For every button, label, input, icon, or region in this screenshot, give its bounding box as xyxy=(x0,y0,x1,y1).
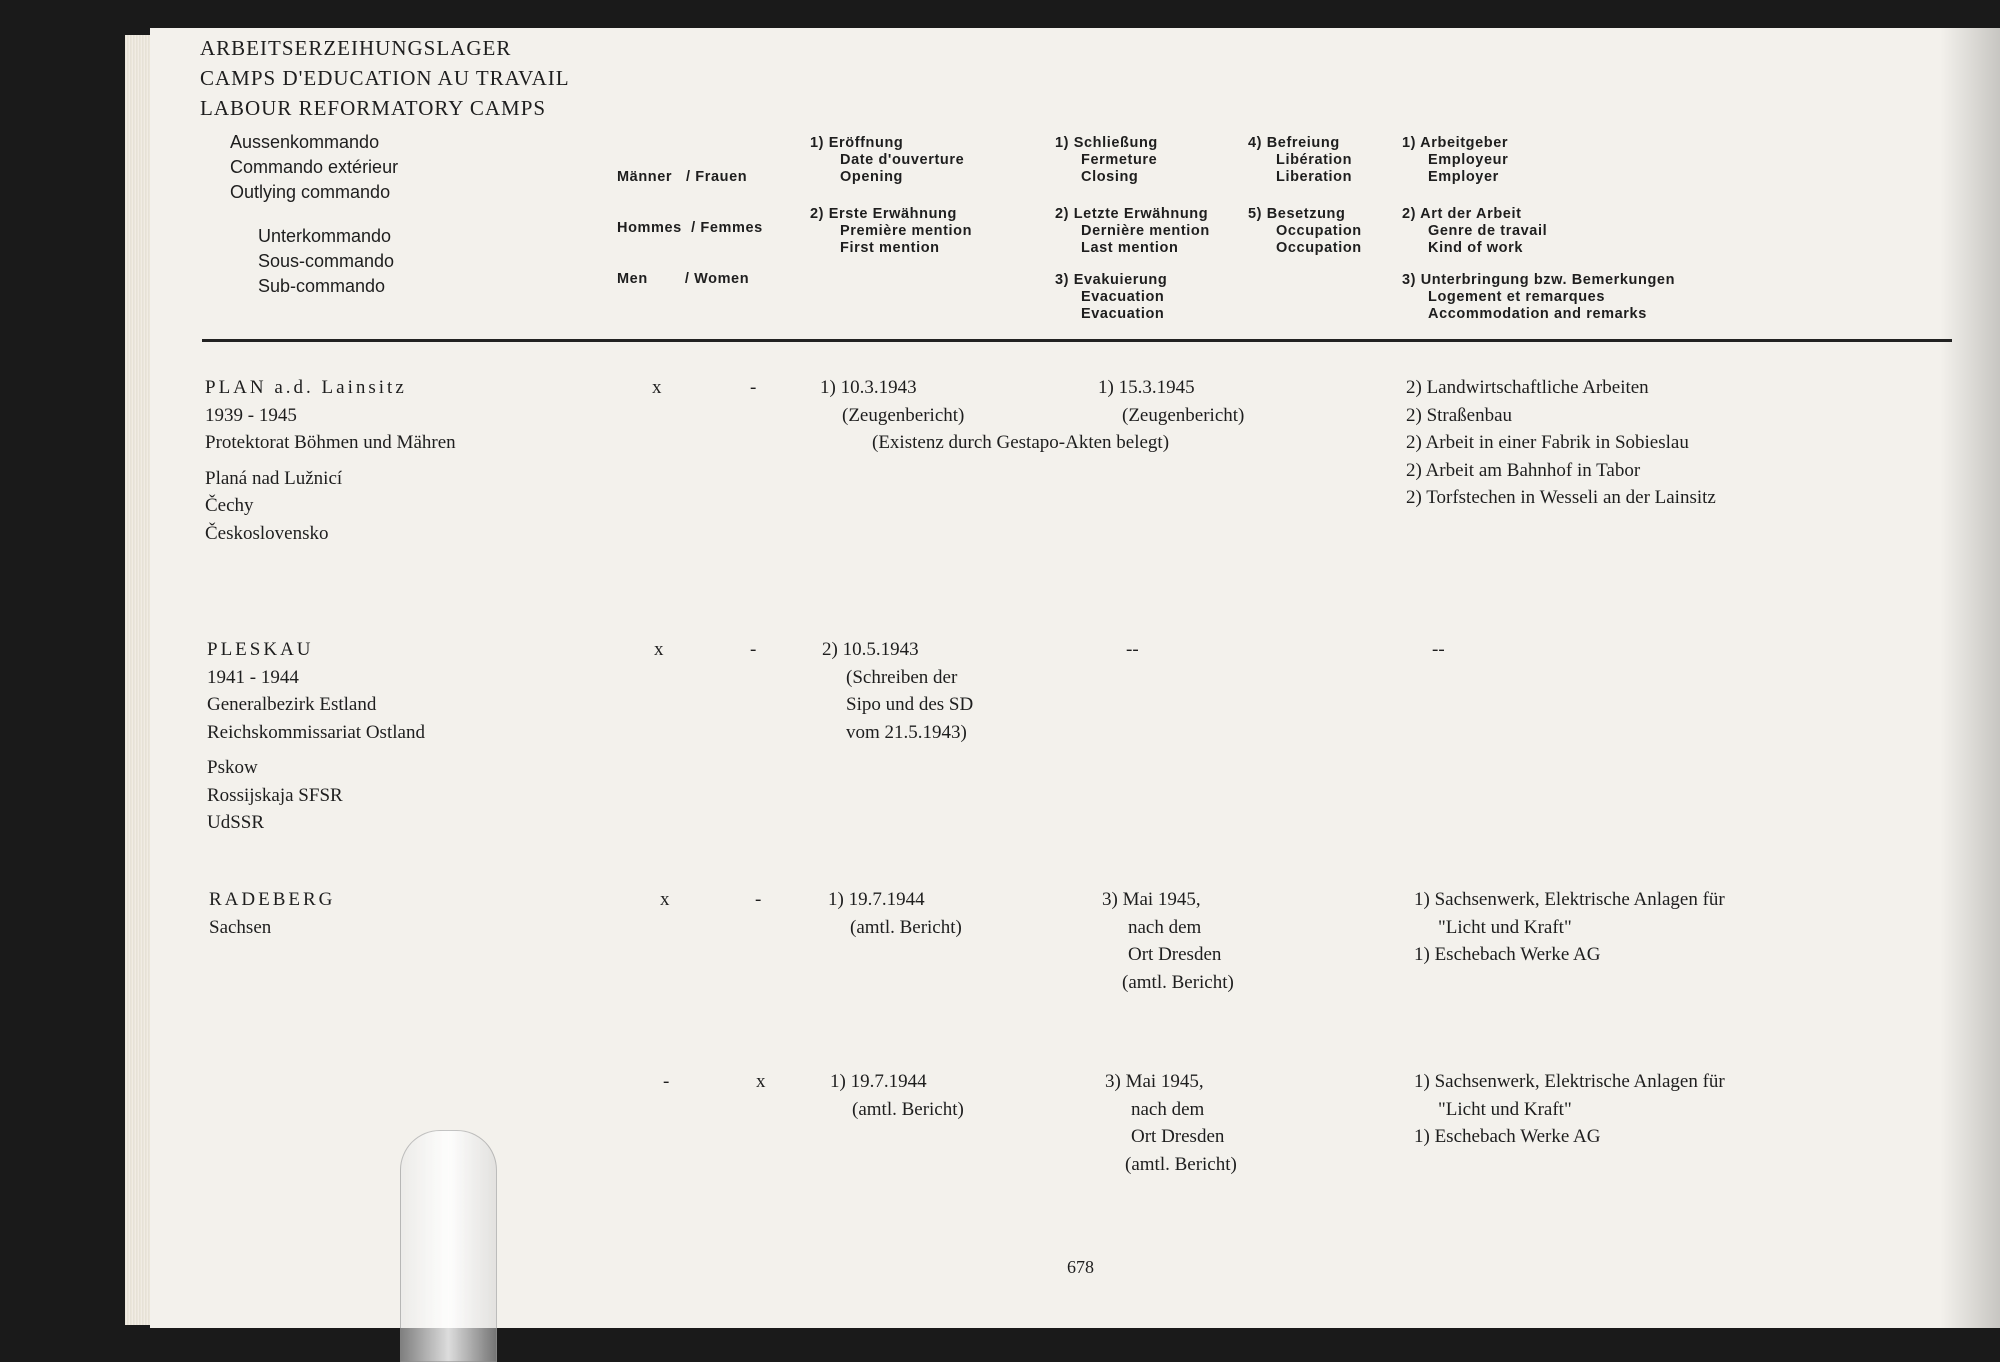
title-de: ARBEITSERZEIHUNGSLAGER xyxy=(200,36,512,60)
entry-pleskau-opening-line: (Schreiben der xyxy=(846,666,958,688)
employer-header xyxy=(1402,135,1508,186)
entry-radeberg-region: Sachsen xyxy=(209,916,272,938)
first-mention-header xyxy=(810,206,972,257)
remarks-fr: Logement et remarques xyxy=(1428,289,1605,305)
evacuation-de: 3) Evakuierung xyxy=(1055,272,1168,288)
evacuation-header xyxy=(1055,272,1167,323)
entry-radeberg-women-opening-source: (amtl. Bericht) xyxy=(852,1098,964,1120)
gender-de: Männer / Frauen xyxy=(617,169,748,185)
liberation-en: Liberation xyxy=(1276,169,1353,185)
employer-fr: Employeur xyxy=(1428,152,1509,168)
header-divider xyxy=(202,339,1952,342)
first-mention-de: 2) Erste Erwähnung xyxy=(810,206,957,222)
gender-en: Men / Women xyxy=(617,271,750,287)
outlying-en: Outlying commando xyxy=(230,182,391,202)
entry-radeberg-women-men: - xyxy=(663,1071,670,1092)
entry-radeberg-closing-line: (amtl. Bericht) xyxy=(1122,971,1234,993)
occupation-header xyxy=(1248,206,1362,257)
entry-radeberg-women-work-item: "Licht und Kraft" xyxy=(1438,1098,1572,1120)
entry-radeberg-opening-source: (amtl. Bericht) xyxy=(850,916,962,938)
work-kind-header xyxy=(1402,206,1547,257)
entry-plan-closing-source: (Zeugenbericht) xyxy=(1122,404,1245,426)
entry-radeberg-closing-line: nach dem xyxy=(1128,916,1202,938)
entry-radeberg-women-closing xyxy=(1105,1068,1237,1178)
first-mention-fr: Première mention xyxy=(840,223,973,239)
transparent-ruler xyxy=(400,1130,497,1362)
entry-plan-work-item: 2) Straßenbau xyxy=(1406,404,1513,426)
liberation-header xyxy=(1248,135,1352,186)
entry-radeberg-women: - xyxy=(755,889,762,910)
entry-plan-region: Protektorat Böhmen und Mähren xyxy=(205,432,456,453)
entry-plan-name: PLAN a.d. Lainsitz xyxy=(205,377,407,398)
entry-radeberg-women-work-item: 1) Eschebach Werke AG xyxy=(1414,1126,1601,1147)
closing-en: Closing xyxy=(1081,169,1139,185)
entry-plan-local-country: Československo xyxy=(205,522,329,544)
gender-header xyxy=(617,135,763,322)
last-mention-header xyxy=(1055,206,1210,257)
opening-header xyxy=(810,135,964,186)
entry-pleskau-men: x xyxy=(654,639,664,660)
work-kind-fr: Genre de travail xyxy=(1428,223,1548,239)
entry-plan-opening-date: 1) 10.3.1943 xyxy=(820,377,917,398)
occupation-en: Occupation xyxy=(1276,240,1362,256)
entry-pleskau-location xyxy=(207,636,425,837)
entry-radeberg-closing xyxy=(1102,886,1234,996)
title-en: LABOUR REFORMATORY CAMPS xyxy=(200,96,547,120)
entry-radeberg-women-closing-line: nach dem xyxy=(1131,1098,1205,1120)
entry-plan-location xyxy=(205,374,456,547)
entry-radeberg-women-women: x xyxy=(756,1071,766,1092)
entry-radeberg-work xyxy=(1414,886,1725,969)
entry-plan-local-region: Čechy xyxy=(205,495,254,516)
entry-radeberg-work-item: 1) Sachsenwerk, Elektrische Anlagen für xyxy=(1414,889,1725,910)
entry-pleskau-name: PLESKAU xyxy=(207,639,314,660)
sub-en: Sub-commando xyxy=(258,276,386,296)
liberation-fr: Libération xyxy=(1276,152,1353,168)
entry-pleskau-years: 1941 - 1944 xyxy=(207,666,299,688)
occupation-de: 5) Besetzung xyxy=(1248,206,1346,222)
sub-fr: Sous-commando xyxy=(258,251,395,271)
outlying-fr: Commando extérieur xyxy=(230,157,399,177)
entry-radeberg-women-opening-date: 1) 19.7.1944 xyxy=(830,1071,927,1092)
entry-pleskau-opening-line: Sipo und des SD xyxy=(846,694,974,715)
entry-radeberg-men: x xyxy=(660,889,670,910)
entry-radeberg-women-closing-line: Ort Dresden xyxy=(1131,1126,1225,1147)
opening-de: 1) Eröffnung xyxy=(810,135,904,151)
page-gutter-shadow xyxy=(1940,28,2000,1328)
entry-plan-years: 1939 - 1945 xyxy=(205,404,297,426)
entry-plan-closing xyxy=(1098,374,1244,429)
entry-plan-local-name: Planá nad Lužnicí xyxy=(205,467,343,489)
entry-pleskau-local-country: UdSSR xyxy=(207,812,265,833)
entry-pleskau-opening xyxy=(822,636,973,746)
entry-pleskau-work: -- xyxy=(1432,639,1445,660)
occupation-fr: Occupation xyxy=(1276,223,1362,239)
sub-labels xyxy=(258,224,394,299)
entry-radeberg-closing-line: Ort Dresden xyxy=(1128,944,1222,965)
entry-plan-work-item: 2) Arbeit in einer Fabrik in Sobieslau xyxy=(1406,432,1689,453)
entry-radeberg-women-closing-line: (amtl. Bericht) xyxy=(1125,1153,1237,1175)
sub-de: Unterkommando xyxy=(258,226,392,246)
entry-plan-men: x xyxy=(652,377,662,398)
entry-radeberg-work-item: 1) Eschebach Werke AG xyxy=(1414,944,1601,965)
closing-header xyxy=(1055,135,1158,186)
entry-plan-work xyxy=(1406,374,1716,512)
entry-plan-work-item: 2) Arbeit am Bahnhof in Tabor xyxy=(1406,459,1641,481)
entry-pleskau-closing: -- xyxy=(1126,639,1139,660)
entry-radeberg-women-work-item: 1) Sachsenwerk, Elektrische Anlagen für xyxy=(1414,1071,1725,1092)
entry-plan-opening-note: (Existenz durch Gestapo-Akten belegt) xyxy=(872,432,1170,453)
entry-pleskau-region: Generalbezirk Estland xyxy=(207,694,377,715)
gender-fr: Hommes / Femmes xyxy=(617,220,763,236)
employer-en: Employer xyxy=(1428,169,1499,185)
entry-pleskau-opening-line: vom 21.5.1943) xyxy=(846,721,967,743)
entry-pleskau-local-name: Pskow xyxy=(207,757,258,778)
closing-de: 1) Schließung xyxy=(1055,135,1158,151)
entry-pleskau-reich: Reichskommissariat Ostland xyxy=(207,721,425,743)
entry-radeberg-work-item: "Licht und Kraft" xyxy=(1438,916,1572,938)
last-mention-de: 2) Letzte Erwähnung xyxy=(1055,206,1209,222)
entry-radeberg-women-work xyxy=(1414,1068,1725,1151)
remarks-header xyxy=(1402,272,1675,323)
page-number: 678 xyxy=(1067,1257,1094,1277)
evacuation-fr: Evacuation xyxy=(1081,289,1165,305)
entry-pleskau-women: - xyxy=(750,639,757,660)
title-fr: CAMPS D'EDUCATION AU TRAVAIL xyxy=(200,66,570,90)
work-kind-de: 2) Art der Arbeit xyxy=(1402,206,1522,222)
first-mention-en: First mention xyxy=(840,240,940,256)
entry-radeberg-opening-date: 1) 19.7.1944 xyxy=(828,889,925,910)
outlying-labels xyxy=(230,130,398,205)
entry-radeberg-closing-date: 3) Mai 1945, xyxy=(1102,889,1201,910)
entry-plan-work-item: 2) Landwirtschaftliche Arbeiten xyxy=(1406,377,1649,398)
entry-plan-women: - xyxy=(750,377,757,398)
entry-radeberg-location xyxy=(209,886,335,941)
outlying-de: Aussenkommando xyxy=(230,132,380,152)
entry-plan-closing-date: 1) 15.3.1945 xyxy=(1098,377,1195,398)
entry-radeberg-women-opening xyxy=(830,1068,964,1123)
remarks-en: Accommodation and remarks xyxy=(1428,306,1647,322)
liberation-de: 4) Befreiung xyxy=(1248,135,1340,151)
closing-fr: Fermeture xyxy=(1081,152,1158,168)
title-block xyxy=(200,33,570,123)
employer-de: 1) Arbeitgeber xyxy=(1402,135,1509,151)
opening-fr: Date d'ouverture xyxy=(840,152,965,168)
remarks-de: 3) Unterbringung bzw. Bemerkungen xyxy=(1402,272,1676,288)
entry-radeberg-name: RADEBERG xyxy=(209,889,336,910)
entry-radeberg-opening xyxy=(828,886,962,941)
entry-pleskau-local-region: Rossijskaja SFSR xyxy=(207,784,343,806)
entry-plan-work-item: 2) Torfstechen in Wesseli an der Lainsitz xyxy=(1406,487,1716,508)
opening-en: Opening xyxy=(840,169,903,185)
entry-radeberg-women-closing-date: 3) Mai 1945, xyxy=(1105,1071,1204,1092)
entry-pleskau-opening-date: 2) 10.5.1943 xyxy=(822,639,919,660)
last-mention-fr: Dernière mention xyxy=(1081,223,1210,239)
evacuation-en: Evacuation xyxy=(1081,306,1165,322)
work-kind-en: Kind of work xyxy=(1428,240,1523,256)
entry-plan-opening-source: (Zeugenbericht) xyxy=(842,404,965,426)
last-mention-en: Last mention xyxy=(1081,240,1179,256)
